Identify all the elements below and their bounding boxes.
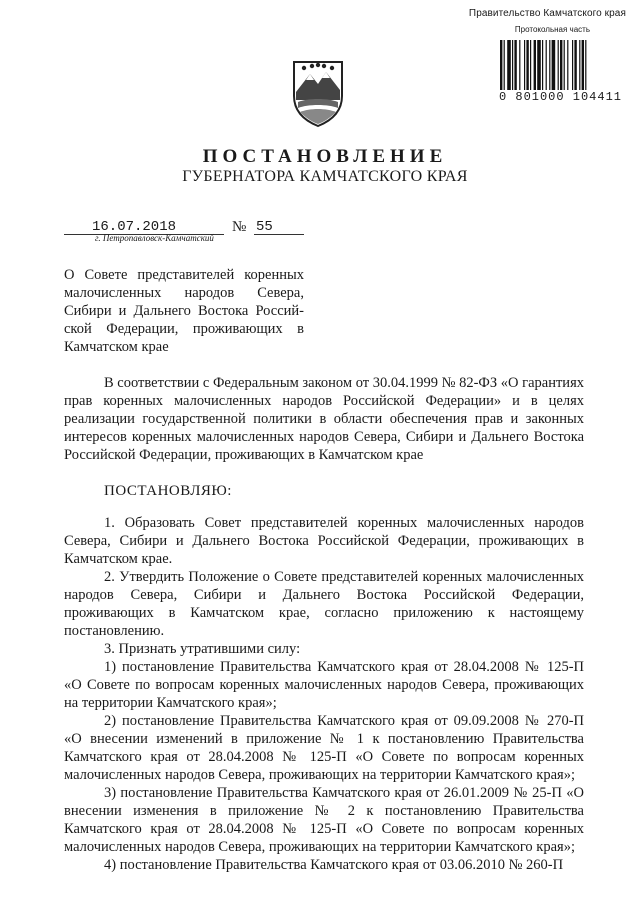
subject-line: О Совете представителей коренных bbox=[64, 267, 304, 283]
document-number: 55 bbox=[256, 219, 273, 235]
decree-item: 3) постановление Правительства Камчатского края от 26.01.2009 № 25-П «О внесении изменения в приложение № 2 к постановлению Правительства Камчатского края от 28.04.2008 № 125-П «О Совете по вопросам коренных малочисленных народов Севера, проживающих на территории Камчатского края»; bbox=[64, 785, 584, 855]
stamp-subtitle: Протокольная часть bbox=[514, 25, 590, 34]
decree-item: 4) постановление Правительства Камчатского края от 03.06.2010 № 260-П bbox=[104, 857, 564, 873]
subject-line: Сибири и Дальнего Востока Россий- bbox=[64, 303, 304, 319]
decree-item: 2) постановление Правительства Камчатского края от 09.09.2008 № 270-П «О внесении изменений в приложение № 1 к постановлению Правительства Камчатского края от 28.04.2008 № 125-П «О Совете по вопросам коренных малочисленных народов Севера, проживающих на территории Камчатского края»; bbox=[64, 713, 584, 783]
document-title: ПОСТАНОВЛЕНИЕ bbox=[202, 146, 448, 167]
preamble-block bbox=[64, 374, 584, 464]
registration-stamp bbox=[456, 8, 626, 34]
document-city: г. Петропавловск-Камчатский bbox=[95, 233, 214, 243]
decree-items bbox=[64, 514, 584, 874]
barcode-number: 0 801000 104411 bbox=[498, 90, 622, 104]
subject-line: Камчатском крае bbox=[64, 339, 169, 355]
barcode-icon bbox=[500, 40, 618, 90]
stamp-organization: Правительство Камчатского края bbox=[468, 8, 626, 19]
kamchatka-coat-of-arms-icon bbox=[290, 56, 346, 128]
subject-line: малочисленных народов Севера, bbox=[64, 285, 304, 301]
document-date: 16.07.2018 bbox=[92, 219, 177, 235]
number-underline bbox=[254, 234, 304, 235]
document-subtitle: ГУБЕРНАТОРА КАМЧАТСКОГО КРАЯ bbox=[182, 168, 468, 185]
decree-word: ПОСТАНОВЛЯЮ: bbox=[104, 483, 232, 499]
decree-item: 1) постановление Правительства Камчатского края от 28.04.2008 № 125-П «О Совете по вопросам коренных малочисленных народов Севера, проживающих на территории Камчатского края»; bbox=[64, 659, 584, 711]
decree-item: 2. Утвердить Положение о Совете представителей коренных малочисленных народов Севера, Сибири и Дальнего Востока Российской Федерации, проживающих в Камчатском крае, согласно приложению к настоящему постановлению. bbox=[64, 569, 584, 639]
decree-item: 3. Признать утратившими силу: bbox=[104, 641, 301, 657]
document-subject bbox=[64, 266, 304, 356]
number-label: № bbox=[232, 219, 247, 235]
preamble-paragraph: В соответствии с Федеральным законом от 30.04.1999 № 82-ФЗ «О гарантиях прав коренных малочисленных народов Российской Федерации» и в целях реализации государственной политики в области обеспечения прав и законных интересов коренных малочисленных народов Севера, Сибири и Дальнего Востока Российской Федерации, проживающих в Камчатском крае bbox=[64, 375, 584, 463]
decree-item: 1. Образовать Совет представителей коренных малочисленных народов Севера, Сибири и Дальнего Востока Российской Федерации, проживающих в Камчатском крае. bbox=[64, 515, 584, 567]
subject-line: ской Федерации, проживающих в bbox=[64, 321, 304, 337]
